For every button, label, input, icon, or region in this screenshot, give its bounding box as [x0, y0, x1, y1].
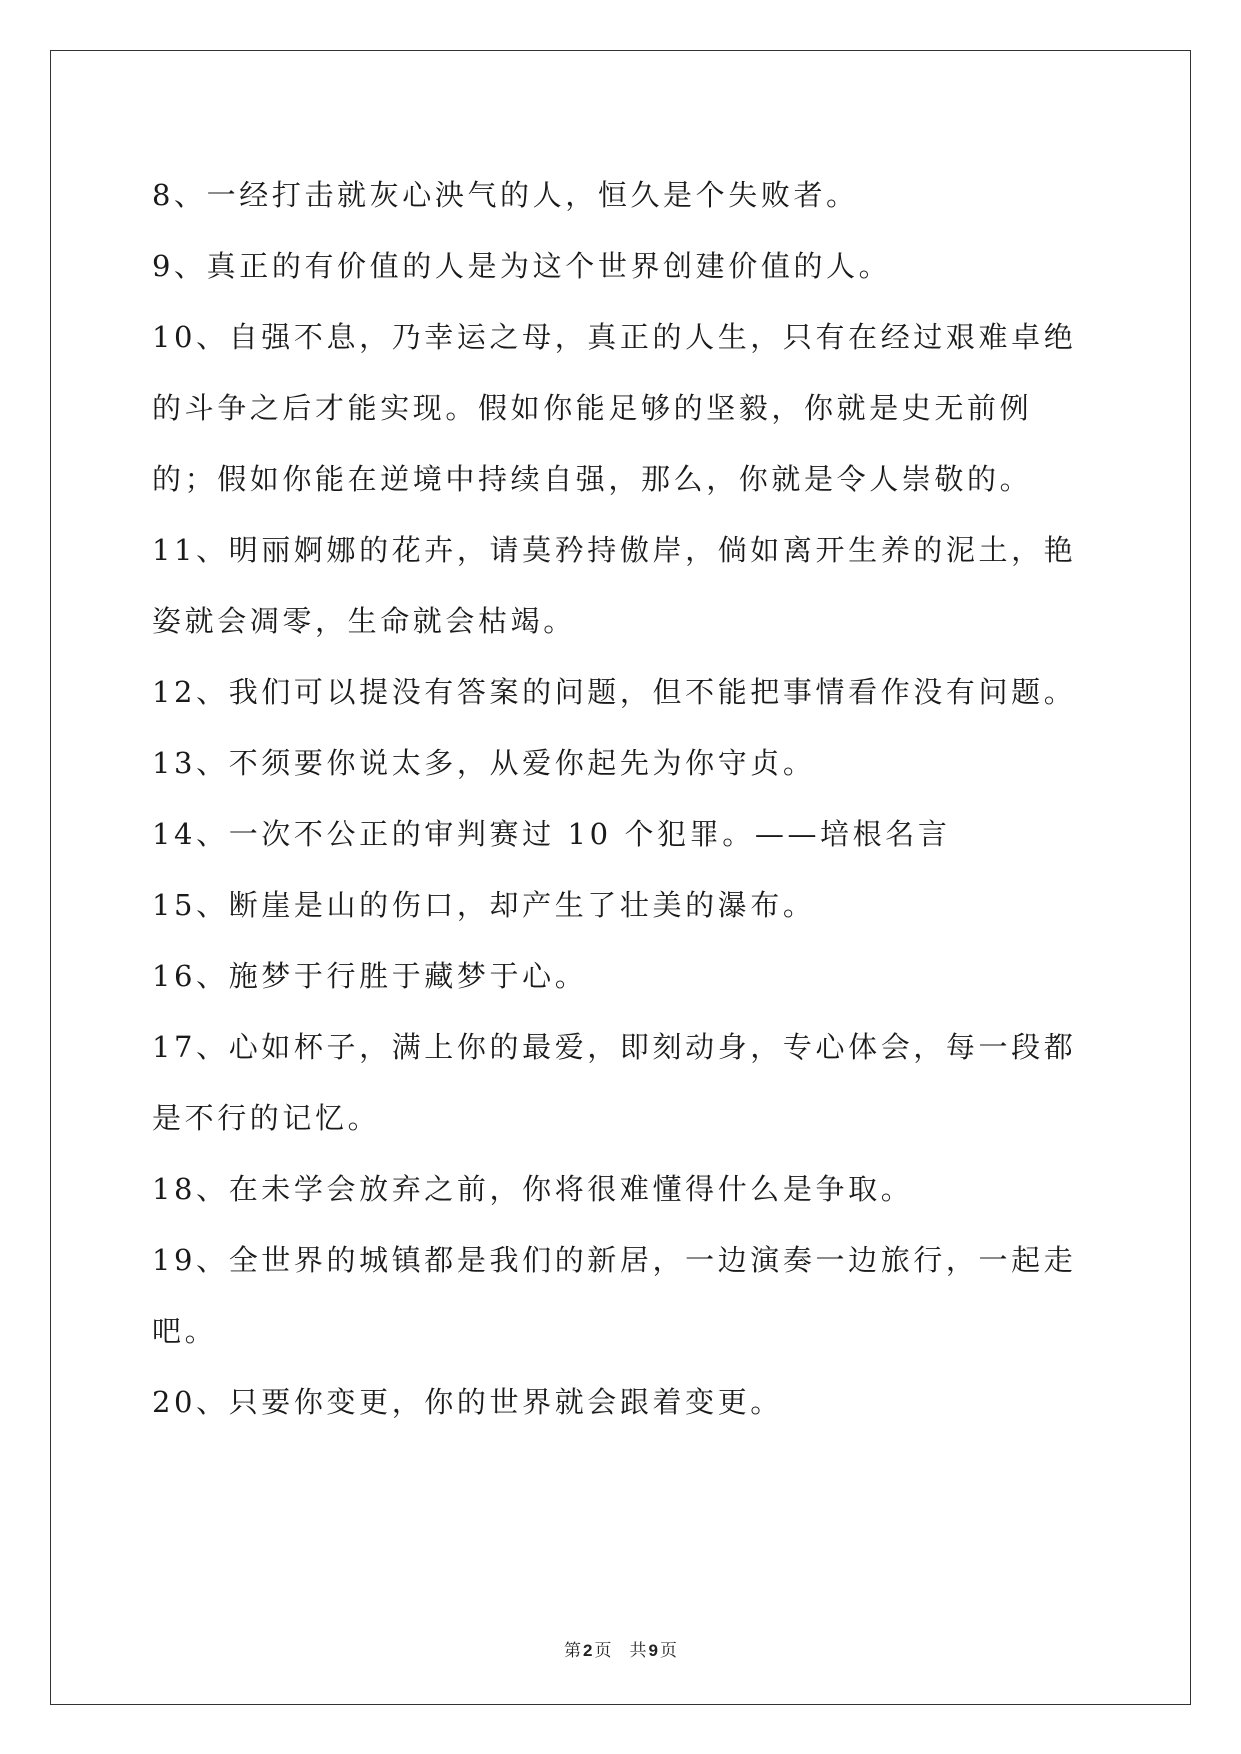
quote-paragraph: 8、一经打击就灰心泱气的人，恒久是个失败者。: [152, 178, 859, 212]
quote-paragraph: 19、全世界的城镇都是我们的新居，一边演奏一边旅行，一起走吧。: [152, 1243, 1077, 1348]
quote-paragraph: 17、心如杯子，满上你的最爱，即刻动身，专心体会，每一段都是不行的记忆。: [152, 1030, 1077, 1135]
total-suffix: 页: [659, 1641, 677, 1661]
quote-paragraph: 20、只要你变更，你的世界就会跟着变更。: [152, 1385, 783, 1419]
quote-paragraph: 15、断崖是山的伤口，却产生了壮美的瀑布。: [152, 888, 816, 922]
quote-paragraph: 18、在未学会放弃之前，你将很难懂得什么是争取。: [152, 1172, 914, 1206]
quote-paragraph: 16、施梦于行胜于藏梦于心。: [152, 959, 588, 993]
quote-paragraph: 12、我们可以提没有答案的问题，但不能把事情看作没有问题。: [152, 675, 1077, 709]
document-body: [152, 160, 1092, 1438]
page-suffix: 页: [594, 1641, 612, 1661]
total-pages: 9: [648, 1641, 658, 1660]
quote-paragraph: 14、一次不公正的审判赛过 10 个犯罪。——培根名言: [152, 817, 951, 851]
quote-paragraph: 9、真正的有价值的人是为这个世界创建价值的人。: [152, 249, 892, 283]
page-prefix: 第: [564, 1641, 582, 1661]
quote-paragraph: 13、不须要你说太多，从爱你起先为你守贞。: [152, 746, 816, 780]
page-number: 2: [583, 1641, 593, 1660]
total-prefix: 共: [629, 1641, 647, 1661]
page-footer: [0, 1636, 1241, 1661]
quote-paragraph: 10、自强不息，乃幸运之母，真正的人生，只有在经过艰难卓绝的斗争之后才能实现。假如你能足够的坚毅，你就是史无前例的；假如你能在逆境中持续自强，那么，你就是令人崇敬的。: [152, 320, 1077, 496]
quote-paragraph: 11、明丽婀娜的花卉，请莫矜持傲岸，倘如离开生养的泥土，艳姿就会凋零，生命就会枯竭。: [152, 533, 1077, 638]
